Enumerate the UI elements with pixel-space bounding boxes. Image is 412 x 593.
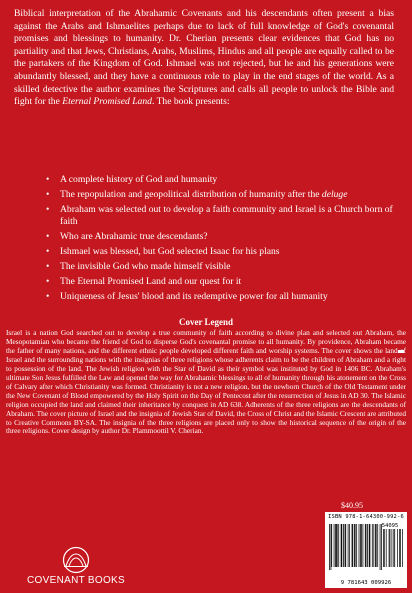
list-item-text: A complete history of God and humanity — [60, 174, 218, 185]
price-label: $40.95 — [341, 501, 363, 510]
barcode-icon — [328, 522, 404, 572]
list-item — [48, 231, 398, 243]
barcode-addon-bar — [399, 529, 400, 567]
list-item-text: The Eternal Promised Land and our quest for it — [60, 276, 242, 288]
description-paragraph — [14, 8, 394, 109]
cover-legend-title: Cover Legend — [178, 317, 234, 327]
publisher-name: COVENANT BOOKS — [27, 575, 125, 586]
barcode-bar — [363, 524, 364, 567]
barcode-bar — [341, 524, 342, 567]
barcode-addon-bar — [393, 529, 394, 567]
description-text: Biblical interpretation of the Abrahamic Covenants and his descendants often present a bias against the Arabs and Ishmaelites perhaps due to lack of full knowledge of God's covenantal promises and blessings to humanity. Dr. Cherian presents clear evidences that God has no partiality and that Jews, Christians, Arabs, Muslims, Hindus and all people are equally called to be the partakers of the Kingdom of God. Ishmael was not rejected, but he and his generations were abundantly blessed, and they have a continuous role to play in the end stages of the world. As a skilled detective the author examines the Scriptures and calls all people to unlock the Bible and fight for the — [14, 8, 394, 108]
barcode-bar — [352, 524, 353, 567]
book-contents-list — [48, 174, 398, 306]
barcode-bar — [334, 524, 335, 567]
barcode-bar — [356, 524, 357, 567]
barcode-addon-bar — [394, 529, 395, 567]
barcode-bar — [380, 524, 381, 570]
cover-legend — [6, 317, 406, 436]
barcode-bar — [331, 524, 332, 567]
barcode-digits: 9 781643 009926 — [340, 580, 392, 586]
list-item-italic: deluge — [321, 189, 348, 200]
barcode-bar — [355, 524, 356, 567]
barcode-bar — [366, 524, 367, 567]
barcode-bar — [354, 524, 355, 567]
list-item — [48, 276, 398, 288]
list-item — [48, 246, 398, 258]
barcode-bar — [372, 524, 373, 567]
list-item-text: The invisible God who made himself visible — [60, 261, 231, 273]
barcode-bar — [345, 524, 346, 567]
barcode-bar — [343, 524, 344, 567]
barcode-addon-bar — [390, 529, 391, 567]
barcode-addon-bar — [392, 529, 393, 567]
barcode-bar — [369, 524, 370, 567]
description-text-end: . The book presents: — [151, 96, 230, 108]
list-item — [48, 291, 398, 303]
barcode-bar — [348, 524, 349, 567]
barcode-bar — [329, 524, 330, 570]
isbn-barcode — [325, 512, 407, 588]
barcode-bar — [352, 524, 353, 567]
list-item — [48, 174, 398, 186]
barcode-bar — [359, 524, 360, 567]
list-item — [48, 189, 398, 201]
description-italic-title: Eternal Promised Land — [62, 96, 152, 108]
barcode-bar — [375, 524, 376, 567]
list-item-text: Uniqueness of Jesus' blood and its redemptive power for all humanity — [60, 291, 328, 303]
barcode-bar — [336, 524, 337, 567]
list-item-text: Ishmael was blessed, but God selected Isaac for his plans — [60, 246, 280, 258]
barcode-bar — [367, 524, 368, 567]
barcode-addon-bar — [402, 529, 403, 567]
barcode-bar — [337, 524, 338, 567]
barcode-bar — [341, 524, 342, 567]
list-item-text: Abraham was selected out to develop a faith community and Israel is a Church born of faith — [60, 204, 393, 228]
barcode-bar — [360, 524, 361, 567]
barcode-bar — [349, 524, 350, 567]
list-item — [48, 261, 398, 273]
barcode-bar — [335, 524, 336, 567]
barcode-bar — [338, 524, 339, 567]
barcode-addon-bar — [386, 529, 387, 567]
barcode-addon-number: 54095 — [381, 523, 399, 529]
barcode-bar — [373, 524, 374, 567]
barcode-bar — [370, 524, 371, 567]
list-item — [48, 204, 398, 229]
barcode-addon-bar — [384, 529, 385, 567]
barcode-addon-bar — [389, 529, 390, 567]
list-item-text: Who are Abrahamic true descendants? — [60, 231, 208, 243]
barcode-bar — [345, 524, 346, 567]
barcode-addon-bar — [397, 529, 398, 567]
barcode-addon-bar — [400, 529, 401, 567]
barcode-bar — [365, 524, 366, 567]
back-cover-description — [14, 8, 394, 109]
covenant-books-logo-icon — [58, 546, 94, 574]
barcode-bar — [331, 524, 332, 570]
cover-legend-body: Israel is a nation God searched out to develop a true community of faith according to divine plan and selected out Abraham, the Mesopotamian who became the friend of God to disperse God's covenantal promise to all humanity. By providence, Abraham became the father of many nations, and the different ethnic people developed different faith and worship systems. The cover shows the land of Israel and the surrounding nations with the insignias of three religions whose adherents claim to be the children of Abraham and a right to possession of the land. The Jewish religion with the Star of David as their symbol was instituted by God in 1406 BC. Abraham's ultimate Son Jesus fulfilled the Law and opened the way for Abrahamic blessings to all of humanity through his atonement on the Cross of Calvary after which Christianity was formed. Christianity is not a new religion, but the newborn Church of the Old Testament under the New Covenant of Blood empowered by the Holy Spirit on the Day of Pentecost after the resurrection of Jesus in AD 30. The Islamic religion occupied the land and claimed their inheritance by conquest in AD 638. Adherents of the three religions are the descendants of Abraham. The cover picture of Israel and the insignia of Jewish Star of David, the Cross of Christ and the Islamic Crescent are attributed to Creative Commons BY-SA. The insignia of the three religions are placed only to show the historical sequence of the origin of the three religions. Cover design by author Dr. Plammoottil V. Cherian. — [6, 328, 406, 436]
isbn-number: ISBN 978-1-64300-992-6 — [328, 514, 404, 520]
barcode-addon-bar — [383, 529, 384, 567]
list-item-text: The repopulation and geopolitical distribution of humanity after the — [60, 189, 322, 200]
barcode-bar — [361, 524, 362, 567]
barcode-bar — [376, 524, 377, 567]
barcode-bar — [381, 524, 382, 570]
barcode-bar — [377, 524, 378, 567]
